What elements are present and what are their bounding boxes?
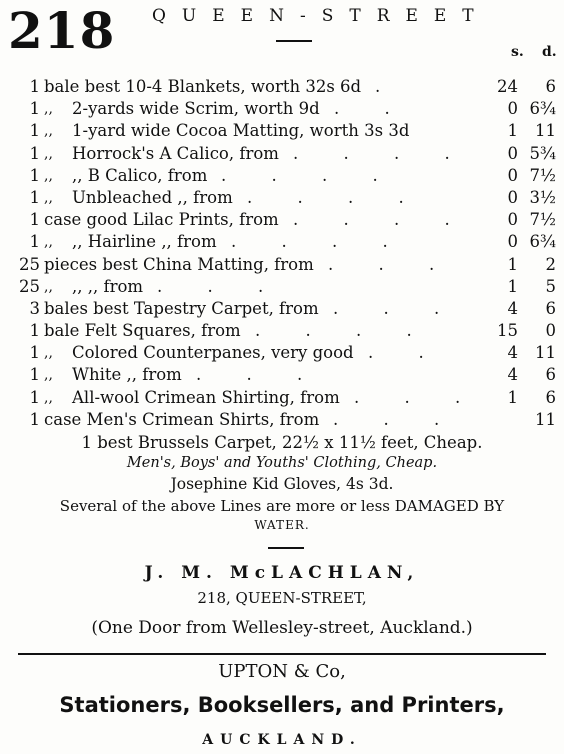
item-description: All-wool Crimean Shirting, from: [72, 387, 340, 407]
ditto-mark: ,,: [44, 167, 53, 184]
quantity: 1: [29, 210, 40, 230]
price-row: [0, 120, 564, 142]
price-shillings: 24: [497, 77, 518, 96]
price-pence: 11: [535, 409, 556, 429]
ditto-mark: ,,: [44, 345, 53, 362]
leader-dots: . . . .: [293, 210, 470, 230]
quantity: 1: [29, 165, 40, 185]
ditto-mark: ,,: [44, 367, 53, 384]
quantity: 1: [29, 232, 40, 252]
leader-dots: . .: [368, 343, 444, 363]
price-shillings: 0: [507, 99, 518, 119]
price-row: [0, 387, 564, 409]
leader-dots: . .: [334, 99, 410, 119]
merchant-location: (One Door from Wellesley-street, Auckland.): [91, 618, 473, 638]
quantity: 1: [29, 409, 40, 429]
price-shillings: 4: [507, 298, 518, 318]
price-pence: 6¾: [529, 232, 556, 252]
price-shillings: 0: [507, 165, 518, 185]
damage-notice-cont: WATER.: [254, 518, 310, 532]
item-description: Horrock's A Calico, from: [72, 143, 279, 163]
second-ad-trade: Stationers, Booksellers, and Printers,: [59, 693, 505, 717]
leader-dots: . . .: [196, 365, 323, 385]
price-row: [0, 320, 564, 342]
quantity: 1: [29, 143, 40, 163]
price-pence: 6: [545, 298, 556, 318]
leader-dots: . . . .: [293, 143, 470, 163]
item-description: 1-yard wide Cocoa Matting, worth 3s 3d: [72, 121, 410, 141]
price-row: [0, 187, 564, 209]
street-number: 218: [8, 1, 116, 60]
shillings-column-heading: s.: [511, 44, 524, 60]
price-pence: 6¾: [529, 99, 556, 119]
leader-dots: . . .: [333, 298, 460, 318]
item-description: ,, Hairline ,, from: [72, 232, 217, 252]
quantity: 1: [29, 343, 40, 363]
price-shillings: 0: [507, 143, 518, 163]
leader-dots: . . .: [328, 254, 455, 274]
price-row: [0, 364, 564, 386]
price-pence: 5¾: [529, 143, 556, 163]
quantity: 1: [29, 321, 40, 341]
leader-dots: . . . .: [221, 165, 398, 185]
ditto-mark: ,,: [44, 145, 53, 162]
price-shillings: 4: [507, 343, 518, 363]
ditto-mark: ,,: [44, 278, 53, 295]
second-ad-city: AUCKLAND.: [202, 732, 362, 748]
price-pence: 2: [545, 254, 556, 274]
item-description: Colored Counterpanes, very good: [72, 343, 354, 363]
item-description: ,, ,, from: [72, 276, 144, 296]
price-pence: 6: [545, 77, 556, 96]
gloves-line: Josephine Kid Gloves, 4s 3d.: [170, 475, 394, 493]
clothing-line: Men's, Boys' and Youths' Clothing, Cheap.: [126, 455, 438, 471]
damage-notice: Several of the above Lines are more or less DAMAGED BY: [59, 497, 505, 515]
price-shillings: 1: [507, 387, 518, 407]
quantity: 1: [29, 187, 40, 207]
price-row: [0, 276, 564, 298]
price-pence: 7½: [529, 210, 556, 230]
quantity: 1: [29, 77, 40, 96]
leader-dots: . . . .: [247, 187, 424, 207]
header-divider: [276, 40, 312, 42]
leader-dots: . . .: [333, 409, 460, 429]
price-row: [0, 231, 564, 253]
price-pence: 3½: [529, 187, 556, 207]
leader-dots: . . .: [354, 387, 481, 407]
merchant-divider: [268, 547, 304, 549]
price-pence: 5: [545, 276, 556, 296]
brussels-carpet-line: 1 best Brussels Carpet, 22½ x 11½ feet, Cheap.: [81, 433, 483, 452]
quantity: 1: [29, 365, 40, 385]
price-pence: 0: [545, 321, 556, 341]
item-description: pieces best China Matting, from: [44, 254, 314, 274]
price-row: [0, 143, 564, 165]
item-description: bale best 10-4 Blankets, worth 32s 6d: [44, 77, 362, 96]
price-row: [0, 98, 564, 120]
leader-dots: .: [375, 77, 401, 96]
price-row: [0, 342, 564, 364]
price-shillings: 1: [507, 276, 518, 296]
price-row: [0, 254, 564, 276]
price-shillings: 15: [497, 321, 518, 341]
ditto-mark: ,,: [44, 123, 53, 140]
price-row: [0, 76, 564, 98]
price-row: [0, 209, 564, 231]
pence-column-heading: d.: [542, 44, 557, 60]
item-description: case Men's Crimean Shirts, from: [44, 409, 320, 429]
item-description: bales best Tapestry Carpet, from: [44, 298, 319, 318]
price-list: [0, 76, 564, 431]
leader-dots: . . . .: [255, 321, 432, 341]
quantity: 1: [29, 99, 40, 119]
price-pence: 7½: [529, 165, 556, 185]
quantity: 3: [29, 298, 40, 318]
ditto-mark: ,,: [44, 101, 53, 118]
ditto-mark: ,,: [44, 234, 53, 251]
price-pence: 6: [545, 387, 556, 407]
price-row: [0, 298, 564, 320]
item-description: 2-yards wide Scrim, worth 9d: [72, 99, 320, 119]
quantity: 1: [29, 121, 40, 141]
price-shillings: 4: [507, 365, 518, 385]
item-description: White ,, from: [72, 365, 182, 385]
leader-dots: . . . .: [231, 232, 408, 252]
price-shillings: 0: [507, 187, 518, 207]
quantity: 25: [19, 254, 40, 274]
price-shillings: 1: [507, 254, 518, 274]
section-divider: [18, 653, 546, 655]
street-name: QUEEN-STREET: [152, 6, 490, 26]
ditto-mark: ,,: [44, 389, 53, 406]
item-description: Unbleached ,, from: [72, 187, 233, 207]
price-shillings: 1: [507, 121, 518, 141]
item-description: case good Lilac Prints, from: [44, 210, 279, 230]
leader-dots: . . .: [157, 276, 284, 296]
merchant-name: J. M. McLACHLAN,: [144, 563, 420, 583]
ditto-mark: ,,: [44, 189, 53, 206]
price-row: [0, 409, 564, 431]
item-description: ,, B Calico, from: [72, 165, 208, 185]
price-row: [0, 165, 564, 187]
item-description: bale Felt Squares, from: [44, 321, 241, 341]
price-pence: 11: [535, 343, 556, 363]
price-pence: 11: [535, 121, 556, 141]
merchant-address: 218, QUEEN-STREET,: [197, 589, 367, 607]
price-shillings: 0: [507, 232, 518, 252]
quantity: 1: [29, 387, 40, 407]
price-pence: 6: [545, 365, 556, 385]
second-ad-firm: UPTON & Co,: [218, 661, 346, 682]
quantity: 25: [19, 276, 40, 296]
advert-header: [6, 0, 562, 62]
price-shillings: 0: [507, 210, 518, 230]
